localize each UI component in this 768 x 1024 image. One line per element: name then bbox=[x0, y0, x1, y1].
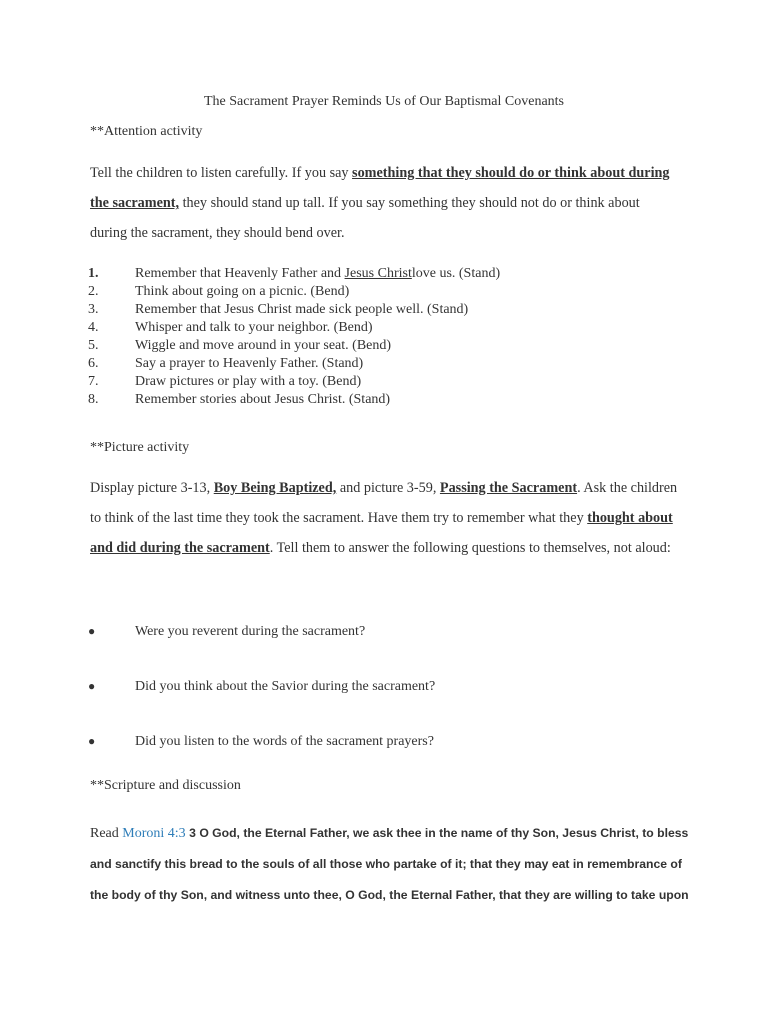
attention-emphasis: something that they should do or think about during the sacrament, bbox=[90, 165, 670, 211]
jesus-christ-link[interactable]: Jesus Christ bbox=[344, 266, 412, 281]
picture-title-2: Passing the Sacrament bbox=[439, 480, 578, 496]
list-text: Wiggle and move around in your seat. (Bend) bbox=[135, 338, 392, 353]
picture-emphasis: thought about and did during the sacrament bbox=[90, 510, 673, 556]
bullet-text: Were you reverent during the sacrament? bbox=[135, 624, 366, 639]
list-number: 1. bbox=[88, 266, 99, 281]
list-number: 8. bbox=[88, 392, 99, 407]
list-text: Whisper and talk to your neighbor. (Bend) bbox=[135, 320, 373, 335]
list-number: 3. bbox=[88, 302, 99, 317]
scripture-paragraph bbox=[90, 818, 690, 911]
scripture-heading: **Scripture and discussion bbox=[90, 778, 241, 793]
scripture-reference-link[interactable]: Moroni 4:3 bbox=[122, 826, 186, 841]
list-text: Think about going on a picnic. (Bend) bbox=[135, 284, 350, 299]
attention-heading: **Attention activity bbox=[90, 124, 203, 139]
list-text: Say a prayer to Heavenly Father. (Stand) bbox=[135, 356, 364, 371]
verse-text: 3 O God, the Eternal Father, we ask thee in the name of thy Son, Jesus Christ, to bless and sanctify this bread to the souls of all those who partake of it; that they may eat in remembrance of the body of thy Son, and witness unto thee, O God, the Eternal Father, that they are willing to take upon bbox=[90, 826, 689, 902]
attention-text-1: Tell the children to listen carefully. If you say bbox=[90, 165, 353, 181]
picture-paragraph: Display picture 3-13, Boy Being Baptized, and picture 3-59, Passing the Sacrament. Ask the children to think of the last time they took the sacrament. Have them try to remember what they thought about and did during the sacrament. Tell them to answer the following questions to themselves, not aloud: bbox=[90, 480, 678, 556]
bullet-text: Did you think about the Savior during the sacrament? bbox=[135, 679, 436, 694]
read-label: Read bbox=[90, 826, 123, 841]
picture-heading: **Picture activity bbox=[90, 440, 190, 455]
attention-text-2: they should stand up tall. If you say something they should not do or think about during the sacrament, they should bend over. bbox=[90, 195, 640, 241]
list-number: 6. bbox=[88, 356, 99, 371]
attention-paragraph bbox=[90, 158, 680, 248]
bullet-icon: ● bbox=[88, 624, 96, 638]
list-text: Remember that Heavenly Father and Jesus Christlove us. (Stand) bbox=[135, 266, 501, 281]
document-title: The Sacrament Prayer Reminds Us of Our Baptismal Covenants bbox=[203, 94, 565, 109]
picture-title-1: Boy Being Baptized, bbox=[213, 480, 337, 496]
list-number: 2. bbox=[88, 284, 99, 299]
list-number: 7. bbox=[88, 374, 99, 389]
bullet-icon: ● bbox=[88, 734, 96, 748]
list-text: Draw pictures or play with a toy. (Bend) bbox=[135, 374, 362, 389]
bullet-icon: ● bbox=[88, 679, 96, 693]
list-number: 4. bbox=[88, 320, 99, 335]
bullet-text: Did you listen to the words of the sacrament prayers? bbox=[135, 734, 434, 749]
list-text: Remember stories about Jesus Christ. (Stand) bbox=[135, 392, 391, 407]
list-number: 5. bbox=[88, 338, 99, 353]
list-text: Remember that Jesus Christ made sick people well. (Stand) bbox=[135, 302, 469, 317]
